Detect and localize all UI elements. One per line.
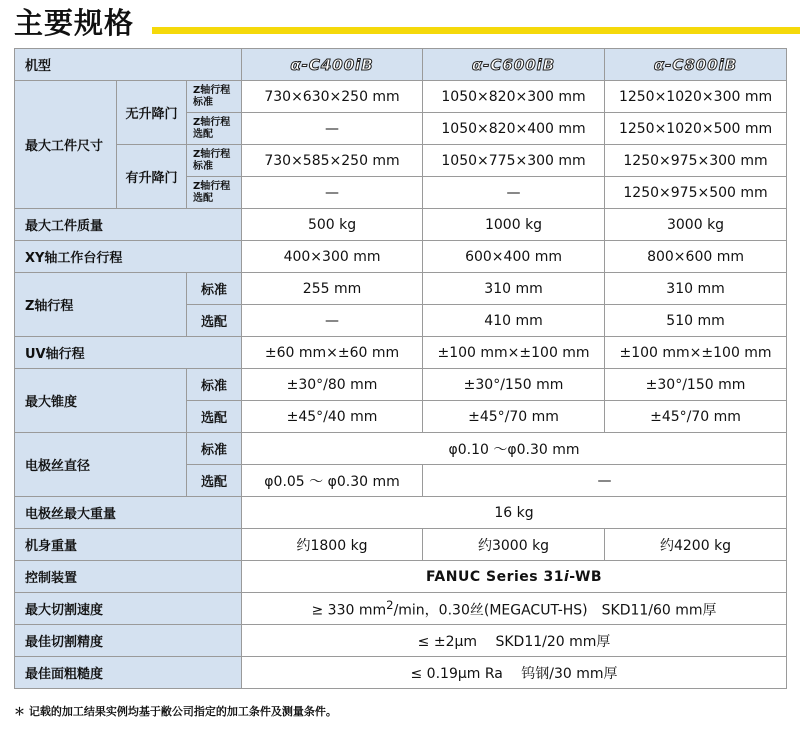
table-cell: φ0.05 ～ φ0.30 mm [242,465,423,497]
taper-std-label: 标准 [187,369,242,401]
lift-std-label: Z轴行程 标准 [187,145,242,177]
table-cell: 约3000 kg [423,529,605,561]
z-std-label: 标准 [187,273,242,305]
table-cell: ±30°/150 mm [423,369,605,401]
model-label: 机型 [15,49,242,81]
table-cell: ±100 mm×±100 mm [423,337,605,369]
table-cell: 1250×1020×300 mm [605,81,787,113]
table-cell: 1050×820×300 mm [423,81,605,113]
table-cell: 310 mm [423,273,605,305]
table-cell: 1250×975×300 mm [605,145,787,177]
table-cell: 500 kg [242,209,423,241]
table-cell: 3000 kg [605,209,787,241]
body-weight-label: 机身重量 [15,529,242,561]
page-header [0,0,800,48]
table-cell: — [242,177,423,209]
no-lift-label: 无升降门 [117,81,187,145]
table-row [15,241,787,273]
model-c600: α-C600iB [423,49,605,81]
wire-dia-label: 电极丝直径 [15,433,187,497]
table-cell: — [423,465,787,497]
table-cell: 730×585×250 mm [242,145,423,177]
table-cell: 600×400 mm [423,241,605,273]
z-label: Z轴行程 [15,273,187,337]
taper-opt-label: 选配 [187,401,242,433]
model-c400: α-C400iB [242,49,423,81]
table-cell: 410 mm [423,305,605,337]
table-row [15,81,787,113]
table-cell: ±30°/150 mm [605,369,787,401]
table-cell: ±30°/80 mm [242,369,423,401]
table-row [15,593,787,625]
lift-label: 有升降门 [117,145,187,209]
table-cell: φ0.10 ～φ0.30 mm [242,433,787,465]
table-cell: ±60 mm×±60 mm [242,337,423,369]
table-cell: 1050×775×300 mm [423,145,605,177]
accuracy-label: 最佳切割精度 [15,625,242,657]
table-cell: 1250×975×500 mm [605,177,787,209]
table-row [15,529,787,561]
workpiece-label: 最大工件尺寸 [15,81,117,209]
table-cell: 16 kg [242,497,787,529]
table-cell: 800×600 mm [605,241,787,273]
table-row [15,561,787,593]
control-label: 控制装置 [15,561,242,593]
table-cell: ±45°/70 mm [423,401,605,433]
table-cell: 约1800 kg [242,529,423,561]
table-cell: ±45°/40 mm [242,401,423,433]
table-cell: 255 mm [242,273,423,305]
uv-label: UV轴行程 [15,337,242,369]
speed-value: ≥ 330 $mm^2/\min$，0.30丝(MEGACUT-HS) SKD11/60 mm厚 [242,593,787,625]
title-accent-bar [152,27,800,34]
taper-label: 最大锥度 [15,369,187,433]
wire-dia-opt-label: 选配 [187,465,242,497]
table-cell: ±100 mm×±100 mm [605,337,787,369]
table-cell: 1050×820×400 mm [423,113,605,145]
table-row [15,497,787,529]
table-cell: ≤ 0.19μm Ra 钨钢/30 mm厚 [242,657,787,689]
table-cell: 510 mm [605,305,787,337]
table-cell: ±45°/70 mm [605,401,787,433]
no-lift-std-label: Z轴行程 标准 [187,81,242,113]
table-cell: 1000 kg [423,209,605,241]
table-row [15,49,787,81]
model-c800: α-C800iB [605,49,787,81]
table-row [15,337,787,369]
table-cell: — [242,113,423,145]
mass-label: 最大工件质量 [15,209,242,241]
spec-table [14,48,787,689]
table-cell: 400×300 mm [242,241,423,273]
table-row [15,657,787,689]
control-value: FANUC Series 31i-WB [242,561,787,593]
table-cell: 约4200 kg [605,529,787,561]
lift-opt-label: Z轴行程 选配 [187,177,242,209]
table-row [15,273,787,305]
table-cell: 1250×1020×500 mm [605,113,787,145]
table-cell: — [423,177,605,209]
z-opt-label: 选配 [187,305,242,337]
footnote: ＊ 记载的加工结果实例均基于敝公司指定的加工条件及测量条件。 [14,705,337,718]
table-row [15,145,787,177]
table-cell: — [242,305,423,337]
table-cell: 310 mm [605,273,787,305]
no-lift-opt-label: Z轴行程 选配 [187,113,242,145]
table-cell: ≤ ±2μm SKD11/20 mm厚 [242,625,787,657]
xy-label: XY轴工作台行程 [15,241,242,273]
page-title: 主要规格 [14,6,135,40]
table-row [15,625,787,657]
table-row [15,433,787,465]
roughness-label: 最佳面粗糙度 [15,657,242,689]
table-row [15,209,787,241]
table-row [15,369,787,401]
wire-weight-label: 电极丝最大重量 [15,497,242,529]
table-cell: 730×630×250 mm [242,81,423,113]
speed-label: 最大切割速度 [15,593,242,625]
wire-dia-std-label: 标准 [187,433,242,465]
